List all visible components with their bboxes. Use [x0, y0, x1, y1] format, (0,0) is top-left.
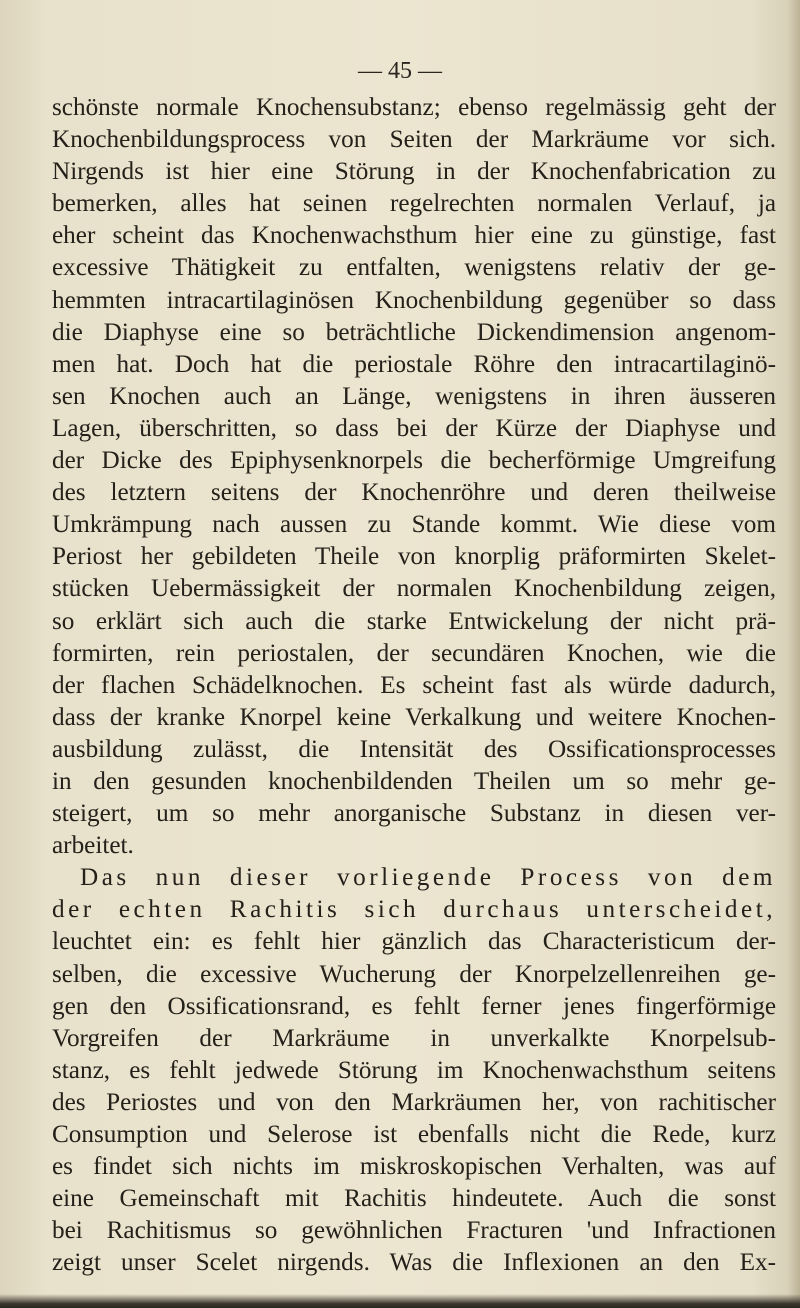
text-line: Nirgends ist hier eine Störung in der Knochenfabrication zu: [52, 158, 776, 186]
text-line: sen Knochen auch an Länge, wenigstens in ihren äusseren: [52, 382, 776, 410]
text-line: Consumption und Selerose ist ebenfalls nicht die Rede, kurz: [52, 1121, 776, 1148]
text-line: excessive Thätigkeit zu entfalten, wenigstens relativ der ge-: [52, 254, 776, 282]
text-line: der flachen Schädelknochen. Es scheint fast als würde dadurch,: [52, 671, 776, 699]
page-edge-shadow: [788, 0, 800, 1308]
text-line: eher scheint das Knochenwachsthum hier eine zu günstige, fast: [52, 222, 776, 250]
text-line: Knochenbildungsprocess von Seiten der Markräume vor sich.: [52, 126, 776, 154]
text-line: zeigt unser Scelet nirgends. Was die Inflexionen an den Ex-: [52, 1249, 776, 1277]
text-line: gen den Ossificationsrand, es fehlt ferner jenes fingerförmige: [52, 992, 776, 1020]
text-line-spaced: der echten Rachitis sich durchaus unterscheidet,: [52, 896, 776, 924]
text-line: bemerken, alles hat seinen regelrechten normalen Verlauf, ja: [52, 190, 776, 218]
text-line: stücken Uebermässigkeit der normalen Knochenbildung zeigen,: [52, 575, 776, 603]
text-line: es findet sich nichts im miskroskopischen Verhalten, was auf: [52, 1153, 776, 1181]
text-line: Lagen, überschritten, so dass bei der Kürze der Diaphyse und: [52, 414, 776, 442]
body-text: [52, 92, 776, 1279]
text-line: des Periostes und von den Markräumen her, von rachitischer: [52, 1088, 776, 1116]
text-line: stanz, es fehlt jedwede Störung im Knochenwachsthum seitens: [52, 1056, 776, 1084]
text-line: leuchtet ein: es fehlt hier gänzlich das Characteristicum der-: [52, 928, 776, 956]
text-line: schönste normale Knochensubstanz; ebenso regelmässig geht der: [52, 94, 776, 121]
text-line: Periost her gebildeten Theile von knorplig präformirten Skelet-: [52, 543, 776, 571]
text-line: dass der kranke Knorpel keine Verkalkung und weitere Knochen-: [52, 703, 776, 731]
text-line: Vorgreifen der Markräume in unverkalkte Knorpelsub-: [52, 1024, 776, 1052]
text-line: eine Gemeinschaft mit Rachitis hindeutete. Auch die sonst: [52, 1185, 776, 1213]
text-line: hemmten intracartilaginösen Knochenbildung gegenüber so dass: [52, 286, 776, 314]
text-line: die Diaphyse eine so beträchtliche Dickendimension angenom-: [52, 318, 776, 346]
text-line: bei Rachitismus so gewöhnlichen Fracturen 'und Infractionen: [52, 1217, 776, 1245]
text-line: Umkrämpung nach aussen zu Stande kommt. Wie diese vom: [52, 511, 776, 539]
page-bottom-shadow: [0, 1294, 800, 1308]
text-line: des letztern seitens der Knochenröhre und deren theilweise: [52, 479, 776, 507]
text-line: so erklärt sich auch die starke Entwickelung der nicht prä-: [52, 607, 776, 635]
paragraph-end-line: arbeitet.: [52, 832, 134, 860]
text-line: formirten, rein periostalen, der secundären Knochen, wie die: [52, 639, 776, 667]
text-line: men hat. Doch hat die periostale Röhre den intracartilaginö-: [52, 350, 776, 378]
text-line: in den gesunden knochenbildenden Theilen um so mehr ge-: [52, 767, 776, 795]
text-line: der Dicke des Epiphysenknorpels die becherförmige Umgreifung: [52, 447, 776, 475]
text-line: steigert, um so mehr anorganische Substanz in diesen ver-: [52, 800, 776, 828]
text-line: ausbildung zulässt, die Intensität des Ossificationsprocesses: [52, 735, 776, 763]
page-number: — 45 —: [358, 58, 442, 84]
text-line: selben, die excessive Wucherung der Knorpelzellenreihen ge-: [52, 960, 776, 988]
text-line-spaced: Das nun dieser vorliegende Process von dem: [80, 864, 776, 892]
